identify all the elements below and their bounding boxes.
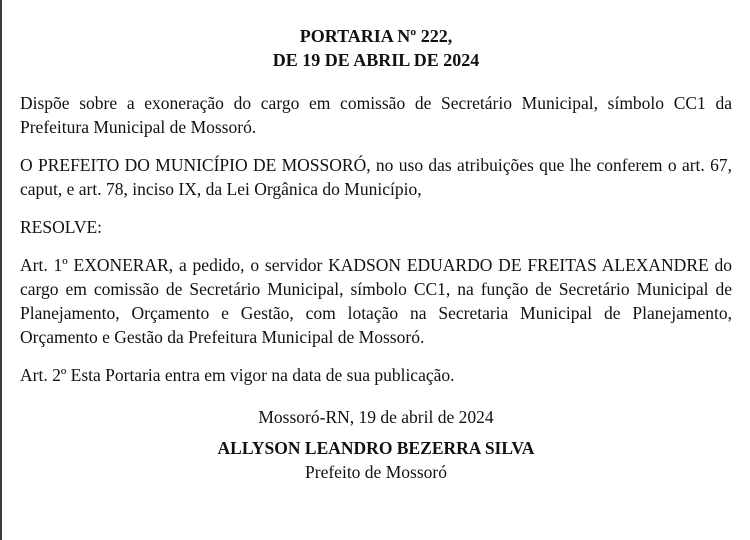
signatory-role: Prefeito de Mossoró	[305, 462, 447, 482]
signatory-name: ALLYSON LEANDRO BEZERRA SILVA	[217, 438, 535, 458]
title-line-2: DE 19 DE ABRIL DE 2024	[272, 50, 480, 70]
article-1: Art. 1º EXONERAR, a pedido, o servidor KADSON EDUARDO DE FREITAS ALEXANDRE do cargo em comissão de Secretário Municipal, símbolo CC1, na função de Secretário Municipal de Planejamento, Orçamento e Gestão, com lotação na Secretaria Municipal de Planejamento, Orçamento e Gestão da Prefeitura Municipal de Mossoró.	[20, 255, 732, 347]
article-2: Art. 2º Esta Portaria entra em vigor na data de sua publicação.	[20, 365, 455, 385]
page-left-edge	[0, 0, 2, 540]
preamble-paragraph: O PREFEITO DO MUNICÍPIO DE MOSSORÓ, no uso das atribuições que lhe conferem o art. 67, caput, e art. 78, inciso IX, da Lei Orgânica do Município,	[20, 155, 732, 199]
document-title	[20, 24, 732, 72]
title-line-1: PORTARIA Nº 222,	[299, 26, 453, 46]
place-date: Mossoró-RN, 19 de abril de 2024	[258, 407, 494, 427]
resolve-heading: RESOLVE:	[20, 217, 103, 237]
ementa-paragraph: Dispõe sobre a exoneração do cargo em comissão de Secretário Municipal, símbolo CC1 da Prefeitura Municipal de Mossoró.	[20, 93, 732, 137]
document	[20, 0, 732, 484]
